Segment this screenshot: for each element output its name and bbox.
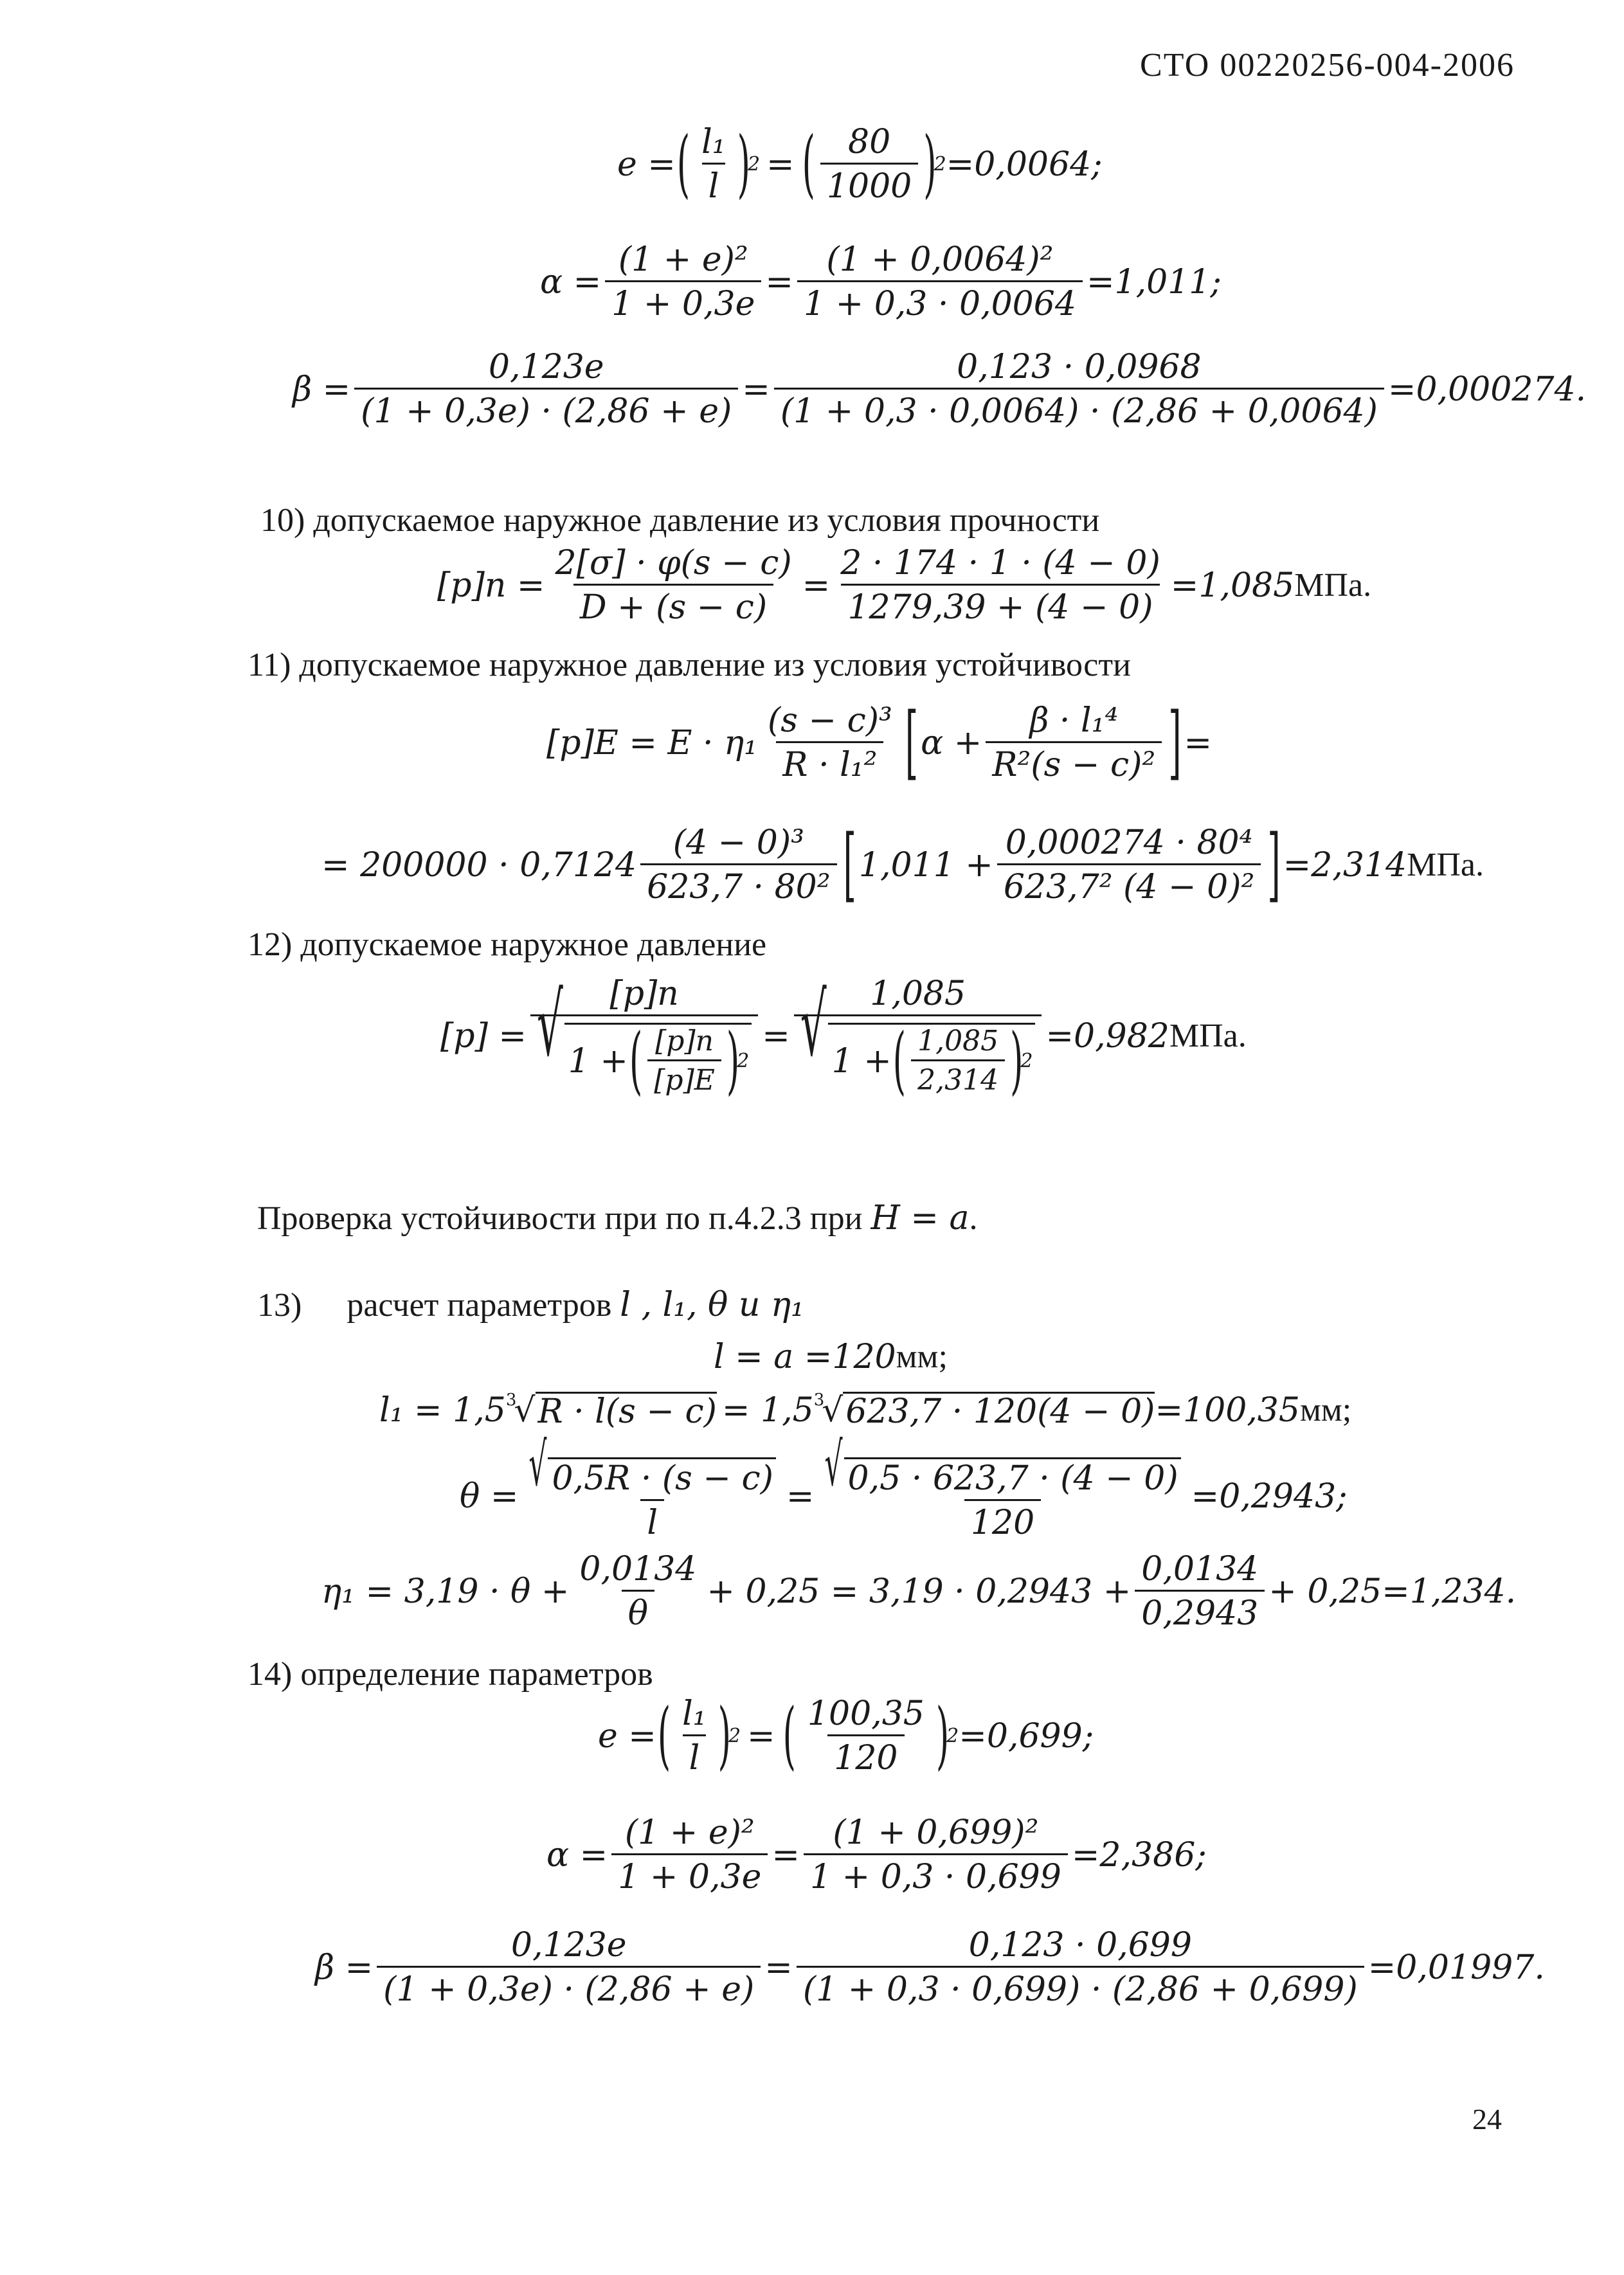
equation-p-allowed: [p] = [p]п √ 1 + ( $\frac{[p]п}{[p]E}$ ) 2 = 1,085 √ 1 + ( $\frac{1,085}{2,314}$ ) 2 =0,982 МПа. <box>440 975 1247 1104</box>
unit: МПа. <box>1407 846 1484 883</box>
lhs: β = <box>293 370 351 409</box>
result: =0,000274. <box>1387 370 1587 409</box>
fraction: $\frac{\text{l₁}}{l}$ <box>701 123 726 206</box>
fraction: $\frac{\text{l₁}}{l}$ <box>682 1695 707 1777</box>
result: =0,2943; <box>1191 1477 1348 1516</box>
unit: мм; <box>1299 1391 1352 1428</box>
result: =100,35 <box>1155 1390 1300 1430</box>
lhs: [p]E = E · η₁ <box>546 723 757 762</box>
lhs: e = <box>598 1716 656 1756</box>
section-12-label: 12) допускаемое наружное давление <box>248 926 767 963</box>
fraction: $\frac{\text{(1 + e)²}}{1 + 0,3e}$ <box>611 1816 768 1894</box>
fraction: 1,085 √ 1 + ( $\frac{1,085}{2,314}$ ) 2 <box>794 977 1042 1095</box>
result: =0,0064; <box>946 145 1103 184</box>
check-label: Проверка устойчивости при по п.4.2.3 при H = a. <box>257 1199 978 1237</box>
fraction: $\frac{0,123 \cdot 0,699}{(1 + 0,3 \cdot 0,699) \cdot (2,86 + 0,699)}$ <box>797 1929 1364 2006</box>
section-10-label: 10) допускаемое наружное давление из условия прочности <box>260 502 1100 539</box>
equation-alpha-2: α = $\frac{\text{(1 + e)²}}{1 + 0,3e}$ = $\frac{\text{(1 + 0,699)²}}{1 + 0,3 \cdot 0,699}$ =2,386; <box>546 1813 1207 1896</box>
equation-e-2: e = ( $\frac{\text{l₁}}{l}$ ) 2 = ( $\frac{100,35}{120}$ ) 2 =0,699; <box>598 1693 1094 1779</box>
params: l , l₁, θ и η₁ <box>620 1286 804 1324</box>
section-13-label: 13) расчет параметров l , l₁, θ и η₁ <box>257 1286 804 1324</box>
condition: H = a <box>871 1199 970 1237</box>
result: =0,01997. <box>1367 1948 1545 1987</box>
fraction: $\frac{\text{(1 + 0,0064)²}}{1 + 0,3 \cdot 0,0064}$ <box>797 243 1083 321</box>
result: =1,085 <box>1170 566 1295 605</box>
fraction: $\frac{\text{(1 + e)²}}{1 + 0,3e}$ <box>605 243 761 321</box>
equation-p-strength: [p]п = $\frac{2[\sigma] \cdot \varphi(s - c)}{D + (s - c)}$ = $\frac{2 \cdot 174 \cdot 1 \cdot (4 - 0)}{1279,39 + (4 - 0)}$ =1,085 МПа. <box>437 544 1372 627</box>
fraction: $\frac{2[\sigma] \cdot \varphi(s - c)}{D + (s - c)}$ <box>555 544 792 627</box>
result: =2,386; <box>1071 1835 1207 1875</box>
unit: МПа. <box>1294 566 1372 604</box>
fraction: $\frac{\text{(4 − 0)³}}{\text{623,7 · 80²}}$ <box>640 826 836 904</box>
result: + 0,25=1,234. <box>1268 1572 1517 1611</box>
lhs: θ = <box>460 1477 519 1516</box>
fraction: $\frac{100,35}{120}$ <box>807 1695 925 1777</box>
fraction: $\frac{0,123 \cdot 0,0968}{(1 + 0,3 \cdot 0,0064) \cdot (2,86 + 0,0064)}$ <box>774 350 1384 428</box>
fraction: √ 0,5 · 623,7 · (4 − 0) 120 <box>818 1453 1187 1540</box>
equation-alpha-1: α = $\frac{\text{(1 + e)²}}{1 + 0,3e}$ = $\frac{\text{(1 + 0,0064)²}}{1 + 0,3 \cdot 0,0064}$ =1,011; <box>540 240 1222 323</box>
lhs: e = <box>617 145 676 184</box>
fraction: $\frac{0,0134}{\theta}$ <box>579 1550 697 1633</box>
fraction: $\frac{2 \cdot 174 \cdot 1 \cdot (4 - 0)}{1279,39 + (4 - 0)}$ <box>840 544 1160 627</box>
equation-p-stability-a: [p]E = E · η₁ $\frac{\text{(s − c)³}}{\text{R · l₁²}}$ [ α + $\frac{\text{β · l₁⁴}}{\text{R²(s − c)²}}$ ] = <box>546 696 1213 789</box>
equation-l: l = a =120 мм; <box>714 1338 948 1376</box>
page-number: 24 <box>1472 2103 1502 2136</box>
equation-l1: l₁ = 1,5 3 √ R · l(s − c) = 1,5 3 √ 623,7 · 120(4 − 0) =100,35 мм; <box>379 1390 1352 1431</box>
result: =0,982 <box>1045 1016 1169 1056</box>
fraction: $\frac{0,0134}{0,2943}$ <box>1135 1552 1265 1630</box>
lhs: [p] = <box>440 1016 527 1056</box>
equation-e-1: e = ( $\frac{\text{l₁}}{l}$ ) 2 = ( $\frac{80}{1000}$ ) 2 =0,0064; <box>617 121 1103 207</box>
fraction: $\frac{80}{1000}$ <box>820 125 918 203</box>
fraction: $\frac{\text{(1 + 0,699)²}}{1 + 0,3 \cdot 0,699}$ <box>804 1816 1068 1894</box>
lhs: β = <box>315 1948 374 1987</box>
section-11-label: 11) допускаемое наружное давление из условия устойчивости <box>248 647 1131 683</box>
lhs: l₁ = 1,5 <box>379 1390 506 1430</box>
result: =2,314 <box>1283 845 1407 885</box>
fraction: $\frac{0,123e}{(1 + 0,3e) \cdot (2,86 + e)}$ <box>354 350 738 428</box>
result: =0,699; <box>959 1716 1094 1756</box>
fraction: $\frac{0,123e}{(1 + 0,3e) \cdot (2,86 + e)}$ <box>377 1929 761 2006</box>
equation-beta-2: β = $\frac{0,123e}{(1 + 0,3e) \cdot (2,86 + e)}$ = $\frac{0,123 \cdot 0,699}{(1 + 0,3 \cdot 0,699) \cdot (2,86 + 0,699)}$ =0,01997. <box>315 1926 1545 2009</box>
equation-eta: η₁ = 3,19 · θ + $\frac{0,0134}{\theta}$ + 0,25 = 3,19 · 0,2943 + $\frac{0,0134}{0,2943}$ + 0,25=1,234. <box>321 1550 1517 1633</box>
lhs: η₁ = 3,19 · θ + <box>321 1572 570 1611</box>
equation-theta: θ = √ 0,5R · (s − c) l = √ 0,5 · 623,7 · (4 − 0) 120 =0,2943; <box>460 1431 1348 1542</box>
lhs: = 200000 · 0,7124 <box>321 845 637 885</box>
unit: МПа. <box>1169 1017 1247 1054</box>
fraction: √ 0,5R · (s − c) l <box>522 1453 782 1540</box>
equation-p-stability-b: = 200000 · 0,7124 $\frac{\text{(4 − 0)³}}{\text{623,7 · 80²}}$ [ 1,011 + $\frac{\text{0,000274 · 80⁴}}{\text{623,7² (4 − 0)²}}$ ] =2,314 МПа. <box>321 818 1484 912</box>
fraction: [p]п √ 1 + ( $\frac{[p]п}{[p]E}$ ) 2 <box>530 977 758 1095</box>
document-code: СТО 00220256-004-2006 <box>1140 47 1515 84</box>
lhs: α = <box>540 262 602 301</box>
result: = <box>1184 723 1213 762</box>
unit: мм; <box>896 1338 948 1375</box>
section-14-label: 14) определение параметров <box>248 1656 653 1693</box>
lhs: α = <box>546 1835 608 1875</box>
fraction: $\frac{\text{0,000274 · 80⁴}}{\text{623,7² (4 − 0)²}}$ <box>997 826 1261 904</box>
result: =1,011; <box>1086 262 1222 301</box>
equation-beta-1: β = $\frac{0,123e}{(1 + 0,3e) \cdot (2,86 + e)}$ = $\frac{0,123 \cdot 0,0968}{(1 + 0,3 \cdot 0,0064) \cdot (2,86 + 0,0064)}$ =0,000274. <box>293 348 1587 431</box>
fraction: $\frac{\text{(s − c)³}}{\text{R · l₁²}}$ <box>768 701 892 784</box>
lhs: [p]п = <box>437 566 545 605</box>
fraction: $\frac{\text{β · l₁⁴}}{\text{R²(s − c)²}}$ <box>986 704 1162 782</box>
